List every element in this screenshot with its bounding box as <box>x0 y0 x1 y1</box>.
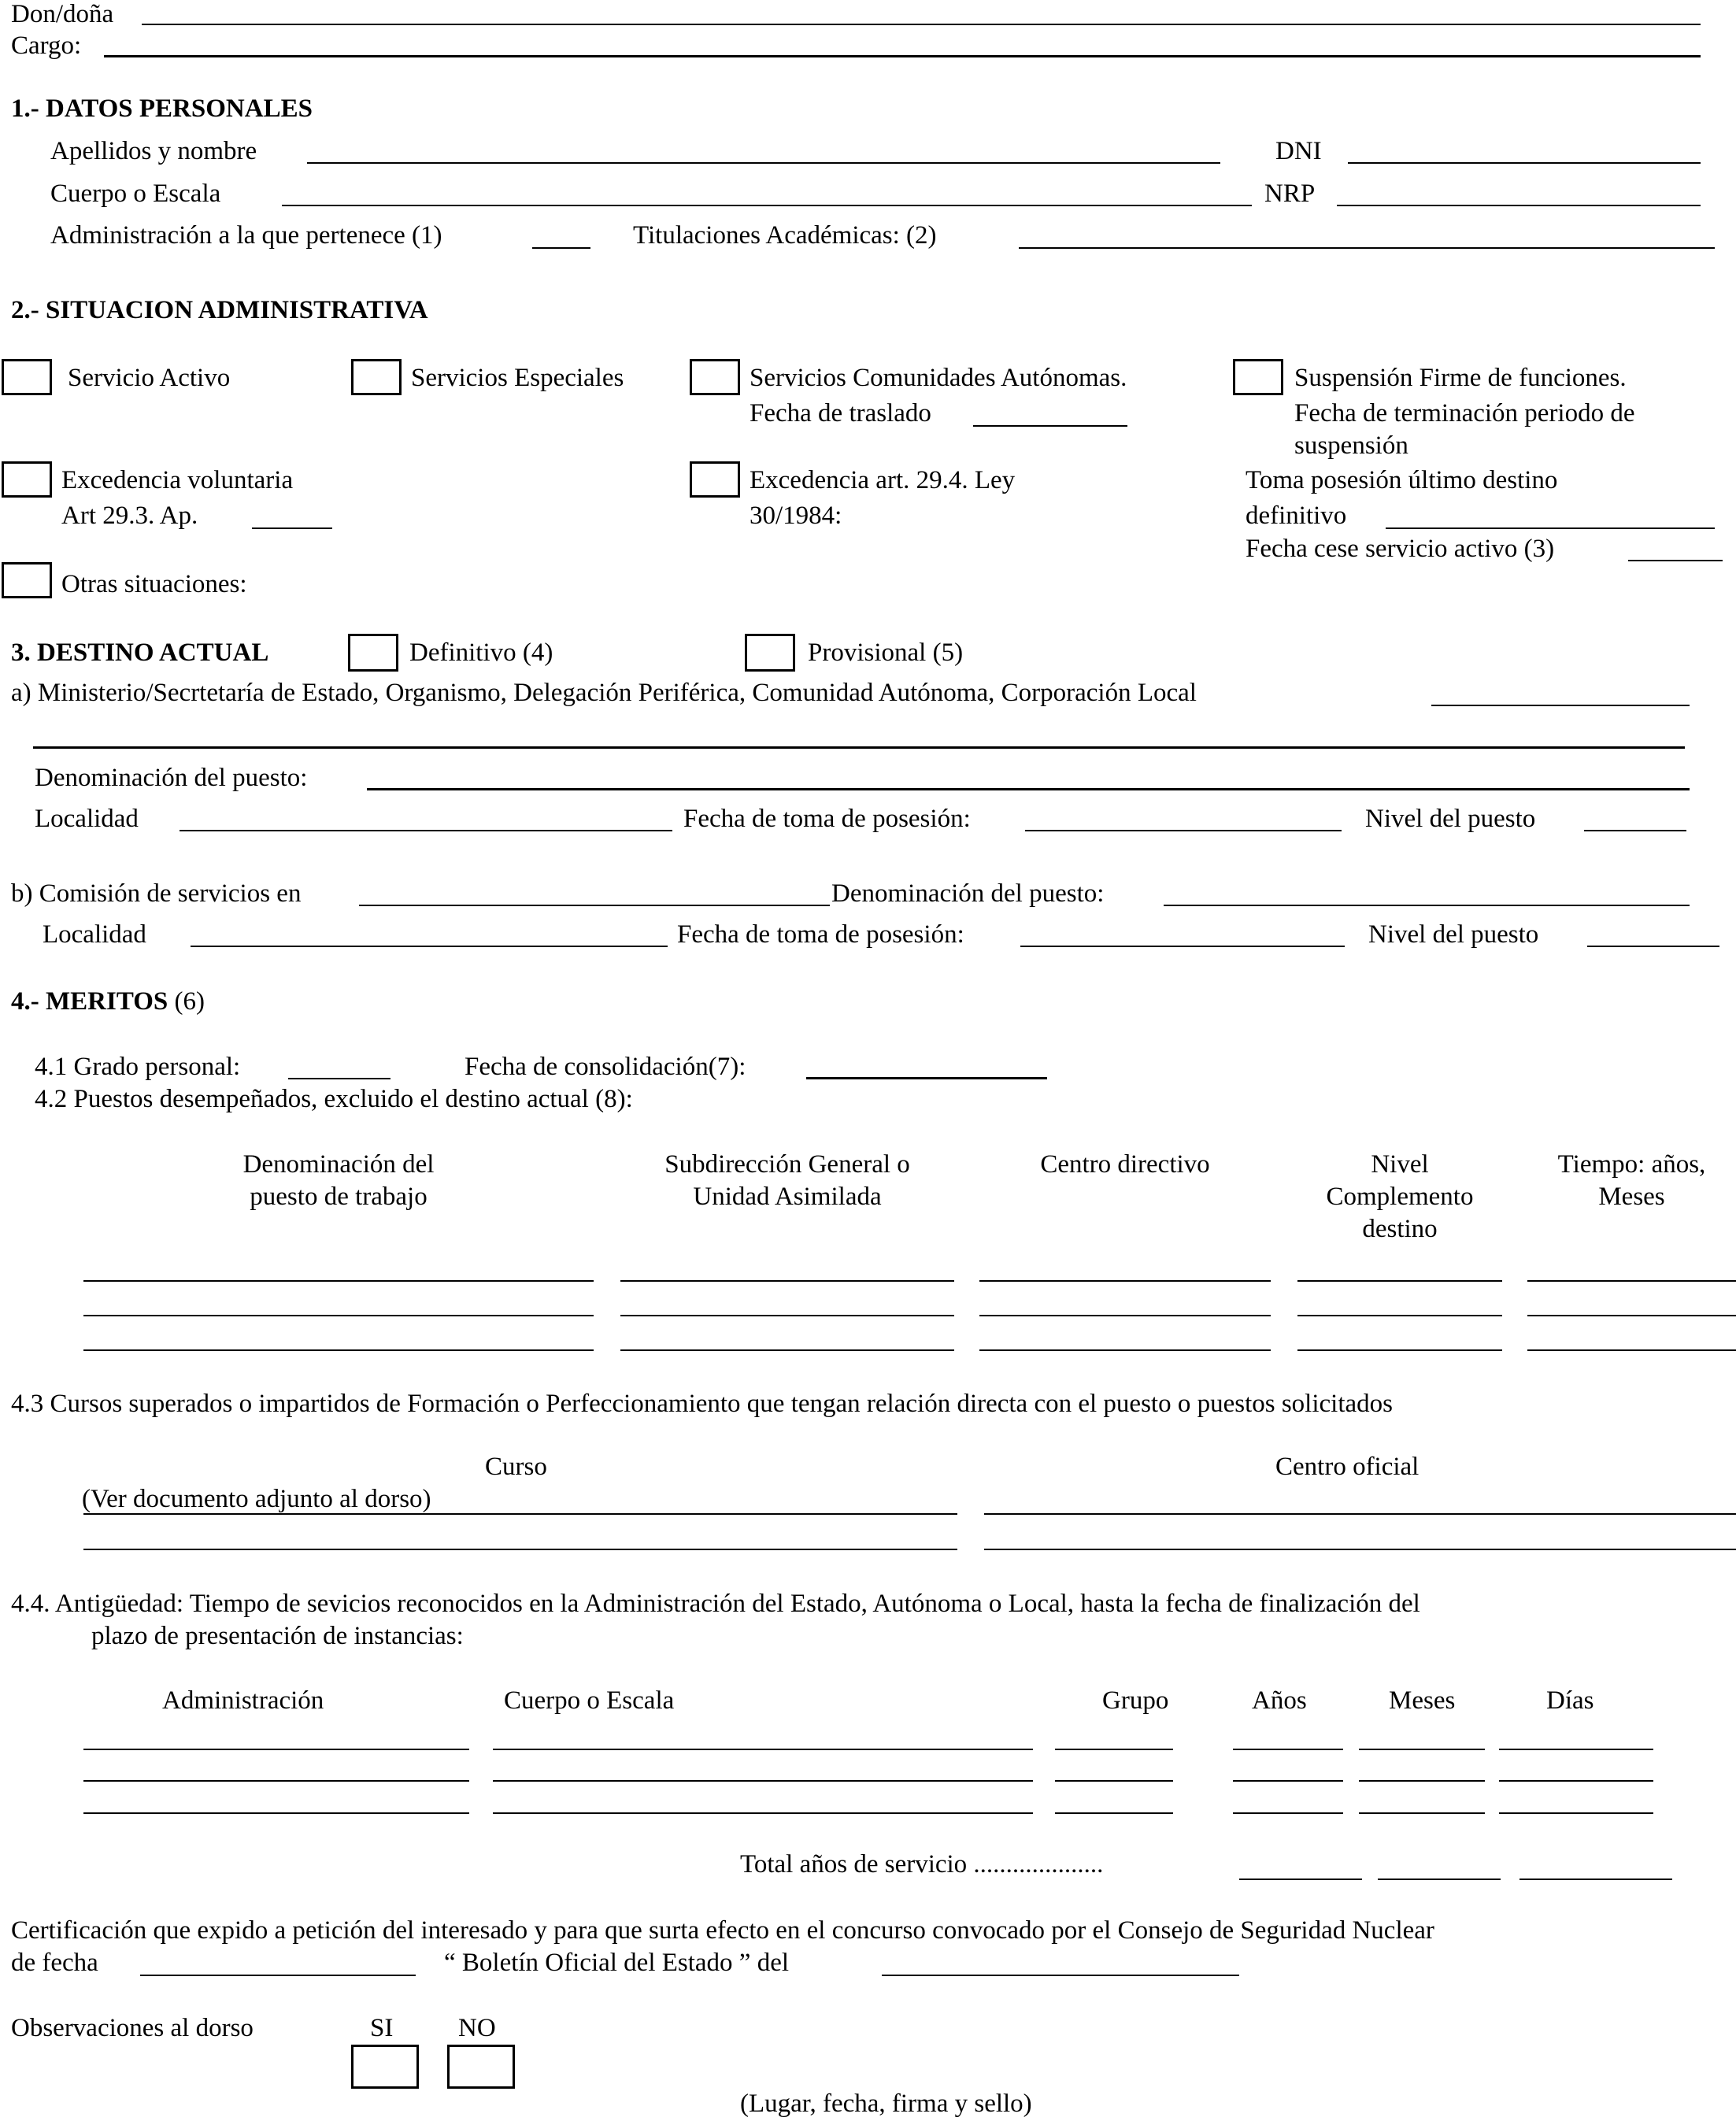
ley-label: 30/1984: <box>750 502 842 530</box>
col-subdireccion-2: Unidad Asimilada <box>693 1183 882 1211</box>
col-subdireccion-1: Subdirección General o <box>664 1150 910 1179</box>
ant-row-line[interactable] <box>1055 1749 1173 1750</box>
centro-row-line[interactable] <box>984 1549 1736 1550</box>
ant-row-line[interactable] <box>493 1780 1033 1782</box>
antiguedad-label-2: plazo de presentación de instancias: <box>91 1622 464 1650</box>
excedencia-294-checkbox[interactable] <box>690 461 740 498</box>
fecha-cese-field[interactable] <box>1628 560 1723 561</box>
ant-col-anos: Años <box>1252 1686 1307 1715</box>
suspension-label: Suspensión Firme de funciones. <box>1294 364 1627 392</box>
ant-col-cuerpo: Cuerpo o Escala <box>504 1686 675 1715</box>
suspension-checkbox[interactable] <box>1233 359 1283 395</box>
fecha-traslado-label: Fecha de traslado <box>750 399 931 428</box>
b-localidad-label: Localidad <box>43 920 146 949</box>
puestos-row-line[interactable] <box>979 1280 1271 1282</box>
puestos-row-line[interactable] <box>979 1349 1271 1351</box>
curso-row-line[interactable] <box>83 1513 957 1515</box>
ministerio-field[interactable] <box>1431 705 1690 706</box>
comision-field[interactable] <box>359 905 830 906</box>
fecha-toma-field[interactable] <box>1025 830 1342 831</box>
ant-row-line[interactable] <box>1055 1780 1173 1782</box>
puestos-row-line[interactable] <box>1527 1280 1736 1282</box>
b-localidad-field[interactable] <box>191 946 668 947</box>
puestos-row-line[interactable] <box>1297 1315 1502 1316</box>
cursos-label: 4.3 Cursos superados o impartidos de Formación o Perfeccionamiento que tengan relación directa con el puesto o puestos solicitados <box>11 1390 1393 1418</box>
otras-situaciones-label: Otras situaciones: <box>61 570 247 598</box>
nrp-label: NRP <box>1264 180 1316 208</box>
col-nivel-2: Complemento <box>1326 1183 1474 1211</box>
servicio-activo-checkbox[interactable] <box>2 359 52 395</box>
cargo-label: Cargo: <box>11 31 82 60</box>
don-label: Don/doña <box>11 0 114 28</box>
puestos-row-line[interactable] <box>1527 1315 1736 1316</box>
definitivo-checkbox[interactable] <box>348 634 398 672</box>
col-centro: Centro directivo <box>1040 1150 1210 1179</box>
curso-row-line[interactable] <box>83 1549 957 1550</box>
toma-posesion-label: Toma posesión último destino <box>1246 466 1558 494</box>
b-denominacion-label: Denominación del puesto: <box>831 879 1105 908</box>
apellidos-field[interactable] <box>307 162 1220 164</box>
observaciones-label: Observaciones al dorso <box>11 2014 254 2042</box>
excedencia-voluntaria-checkbox[interactable] <box>2 461 52 498</box>
ant-row-line[interactable] <box>1359 1749 1485 1750</box>
ant-row-line[interactable] <box>1233 1780 1343 1782</box>
fecha-terminacion-label: Fecha de terminación periodo de <box>1294 399 1635 428</box>
ant-row-line[interactable] <box>1499 1780 1653 1782</box>
ant-row-line[interactable] <box>83 1780 469 1782</box>
b-fecha-toma-field[interactable] <box>1020 946 1345 947</box>
col-tiempo-2: Meses <box>1598 1183 1665 1211</box>
certificacion-label: Certificación que expido a petición del interesado y para que surta efecto en el concurso convocado por el Consejo de Seguridad Nuclear <box>11 1916 1434 1945</box>
ant-col-grupo: Grupo <box>1102 1686 1169 1715</box>
definitivo-label: Definitivo (4) <box>409 639 553 667</box>
b-fecha-toma-label: Fecha de toma de posesión: <box>677 920 964 949</box>
puestos-row-line[interactable] <box>979 1315 1271 1316</box>
b-nivel-label: Nivel del puesto <box>1368 920 1539 949</box>
servicio-activo-label: Servicio Activo <box>68 364 231 392</box>
b-denominacion-field[interactable] <box>1164 905 1690 906</box>
boe-label: “ Boletín Oficial del Estado ” del <box>444 1949 790 1977</box>
ant-col-dias: Días <box>1546 1686 1594 1715</box>
puestos-row-line[interactable] <box>83 1280 594 1282</box>
fecha-cese-label: Fecha cese servicio activo (3) <box>1246 535 1555 563</box>
puestos-row-line[interactable] <box>83 1349 594 1351</box>
nivel-label: Nivel del puesto <box>1365 805 1536 833</box>
total-meses-field[interactable] <box>1378 1879 1501 1880</box>
col-denominacion-2: puesto de trabajo <box>250 1183 428 1211</box>
nrp-field[interactable] <box>1337 205 1701 206</box>
ant-row-line[interactable] <box>1359 1780 1485 1782</box>
administracion-label: Administración a la que pertenece (1) <box>50 221 442 250</box>
col-subdireccion <box>620 1152 954 1210</box>
denominacion-field[interactable] <box>367 788 1690 790</box>
servicios-ccaa-checkbox[interactable] <box>690 359 740 395</box>
col-nivel <box>1297 1152 1502 1242</box>
excedencia-294-label: Excedencia art. 29.4. Ley <box>750 466 1016 494</box>
servicios-especiales-checkbox[interactable] <box>351 359 402 395</box>
curso-note: (Ver documento adjunto al dorso) <box>82 1485 431 1513</box>
localidad-label: Localidad <box>35 805 139 833</box>
excedencia-voluntaria-label: Excedencia voluntaria <box>61 466 294 494</box>
no-label: NO <box>458 2014 496 2042</box>
ant-row-line[interactable] <box>83 1749 469 1750</box>
provisional-label: Provisional (5) <box>808 639 964 667</box>
section-1-title: 1.- DATOS PERSONALES <box>11 94 313 123</box>
definitivo-label: definitivo <box>1246 502 1347 530</box>
ant-row-line[interactable] <box>83 1812 469 1814</box>
si-checkbox[interactable] <box>351 2045 419 2089</box>
boe-field[interactable] <box>882 1975 1239 1976</box>
si-label: SI <box>370 2014 394 2042</box>
localidad-field[interactable] <box>180 830 672 831</box>
dni-label: DNI <box>1275 137 1322 165</box>
total-dias-field[interactable] <box>1519 1879 1672 1880</box>
ministerio-label: a) Ministerio/Secrtetaría de Estado, Organismo, Delegación Periférica, Comunidad Autónoma, Corporación Local <box>11 679 1197 707</box>
ministerio-field-2[interactable] <box>33 746 1685 749</box>
firma-label: (Lugar, fecha, firma y sello) <box>740 2090 1032 2118</box>
section-4-title <box>11 989 205 1015</box>
puestos-row-line[interactable] <box>620 1349 954 1351</box>
fecha-traslado-field[interactable] <box>973 425 1127 427</box>
denominacion-label: Denominación del puesto: <box>35 764 308 792</box>
puestos-row-line[interactable] <box>620 1280 954 1282</box>
col-nivel-1: Nivel <box>1371 1150 1429 1179</box>
de-fecha-field[interactable] <box>140 1975 416 1976</box>
centro-oficial-col-label: Centro oficial <box>1275 1453 1420 1481</box>
cuerpo-field[interactable] <box>282 205 1252 206</box>
section-4-note: (6) <box>174 987 205 1016</box>
puestos-row-line[interactable] <box>620 1315 954 1316</box>
ant-col-administracion: Administración <box>162 1686 324 1715</box>
total-anos-field[interactable] <box>1239 1879 1362 1880</box>
section-3-title: 3. DESTINO ACTUAL <box>11 639 269 667</box>
puestos-label: 4.2 Puestos desempeñados, excluido el destino actual (8): <box>35 1085 633 1113</box>
b-nivel-field[interactable] <box>1587 946 1719 947</box>
cuerpo-label: Cuerpo o Escala <box>50 180 221 208</box>
ant-row-line[interactable] <box>1499 1812 1653 1814</box>
fecha-toma-label: Fecha de toma de posesión: <box>683 805 971 833</box>
ant-row-line[interactable] <box>1233 1812 1343 1814</box>
curso-col-label: Curso <box>485 1453 547 1481</box>
total-label: Total años de servicio .................... <box>740 1850 1104 1879</box>
titulaciones-field[interactable] <box>1019 247 1715 249</box>
ant-row-line[interactable] <box>493 1812 1033 1814</box>
ant-row-line[interactable] <box>1233 1749 1343 1750</box>
centro-row-line[interactable] <box>984 1513 1736 1515</box>
grado-field[interactable] <box>288 1078 391 1079</box>
ant-row-line[interactable] <box>1055 1812 1173 1814</box>
de-fecha-label: de fecha <box>11 1949 98 1977</box>
otras-situaciones-checkbox[interactable] <box>2 562 52 598</box>
col-denominacion-1: Denominación del <box>242 1150 435 1179</box>
servicios-especiales-label: Servicios Especiales <box>411 364 624 392</box>
apellidos-label: Apellidos y nombre <box>50 137 257 165</box>
nivel-field[interactable] <box>1584 830 1686 831</box>
suspension-label-2: suspensión <box>1294 431 1408 460</box>
art293-field[interactable] <box>252 527 332 529</box>
art293-label: Art 29.3. Ap. <box>61 502 198 530</box>
col-denominacion <box>83 1152 594 1210</box>
col-nivel-3: destino <box>1362 1215 1438 1243</box>
no-checkbox[interactable] <box>447 2045 515 2089</box>
section-4-title-text: 4.- MERITOS <box>11 987 168 1016</box>
titulaciones-label: Titulaciones Académicas: (2) <box>633 221 937 250</box>
provisional-checkbox[interactable] <box>745 634 795 672</box>
dni-field[interactable] <box>1348 162 1701 164</box>
servicios-ccaa-label: Servicios Comunidades Autónomas. <box>750 364 1127 392</box>
grado-label: 4.1 Grado personal: <box>35 1053 241 1081</box>
ant-col-meses: Meses <box>1389 1686 1456 1715</box>
col-tiempo-1: Tiempo: años, <box>1557 1150 1706 1179</box>
cargo-field[interactable] <box>104 55 1701 57</box>
toma-posesion-field[interactable] <box>1386 527 1715 529</box>
comision-label: b) Comisión de servicios en <box>11 879 302 908</box>
fecha-consolidacion-field[interactable] <box>806 1077 1047 1079</box>
fecha-consolidacion-label: Fecha de consolidación(7): <box>465 1053 746 1081</box>
administracion-field[interactable] <box>532 247 590 249</box>
puestos-row-line[interactable] <box>1297 1280 1502 1282</box>
section-2-title: 2.- SITUACION ADMINISTRATIVA <box>11 296 428 324</box>
ant-row-line[interactable] <box>1359 1812 1485 1814</box>
ant-row-line[interactable] <box>493 1749 1033 1750</box>
puestos-row-line[interactable] <box>1297 1349 1502 1351</box>
ant-row-line[interactable] <box>1499 1749 1653 1750</box>
don-field[interactable] <box>142 24 1701 25</box>
puestos-row-line[interactable] <box>83 1315 594 1316</box>
col-tiempo <box>1527 1152 1736 1210</box>
puestos-row-line[interactable] <box>1527 1349 1736 1351</box>
antiguedad-label-1: 4.4. Antigüedad: Tiempo de sevicios reconocidos en la Administración del Estado, Autónoma o Local, hasta la fecha de finalización del <box>11 1590 1420 1618</box>
